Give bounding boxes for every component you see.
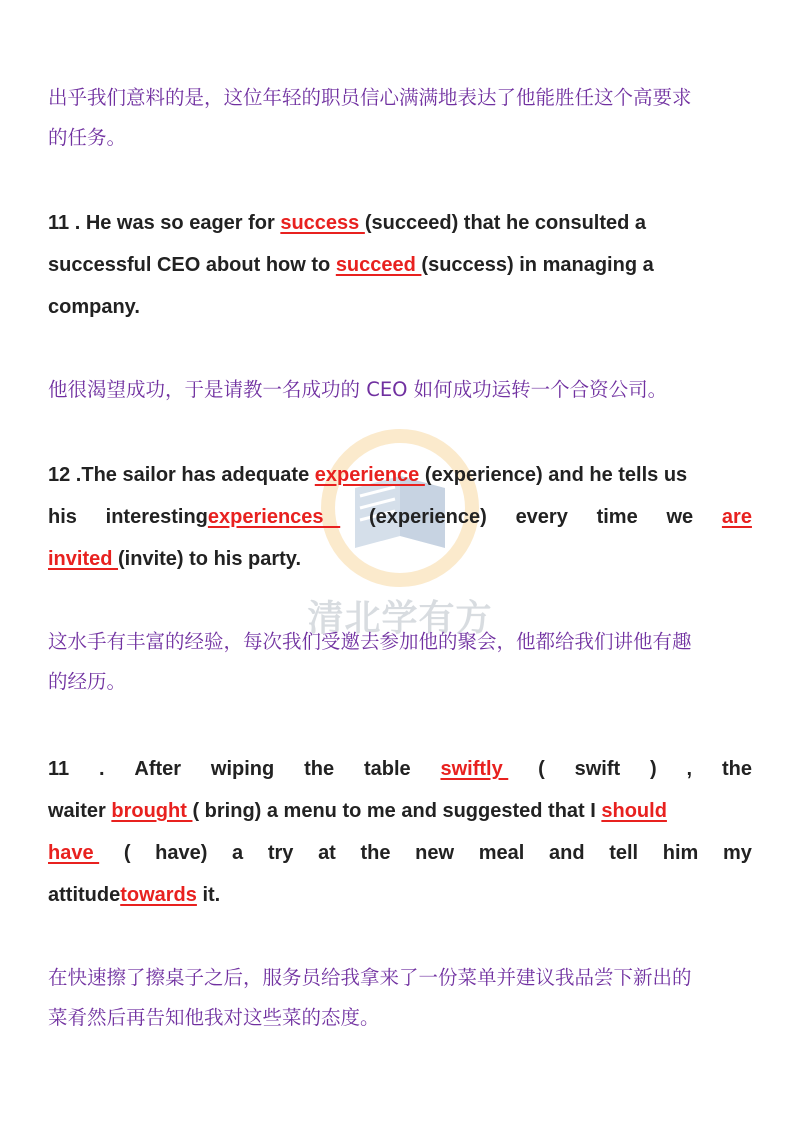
answer-blank: are <box>721 506 752 528</box>
sentence-text: the <box>360 842 391 864</box>
translation-paragraph-2 <box>48 370 752 410</box>
exercise-line <box>48 748 752 790</box>
sentence-text: the <box>304 758 335 780</box>
sentence-text: 12 .The sailor has adequate <box>48 464 315 486</box>
sentence-text: and <box>548 842 585 864</box>
sentence-text: After <box>134 758 182 780</box>
sentence-text: every <box>515 506 568 528</box>
exercise-line <box>48 244 752 286</box>
sentence-text: , <box>686 758 693 780</box>
sentence-text: wiping <box>210 758 275 780</box>
sentence-text: time <box>596 506 638 528</box>
exercise-line <box>48 454 752 496</box>
sentence-text: new <box>415 842 455 864</box>
sentence-text: have) <box>155 842 208 864</box>
translation-line: 的任务。 <box>48 126 127 149</box>
sentence-text: company. <box>48 296 140 318</box>
exercise-line <box>48 538 752 580</box>
answer-blank: should <box>601 800 667 822</box>
sentence-text: table <box>363 758 411 780</box>
sentence-text: (experience) and he tells us <box>424 464 688 486</box>
translation-line: 他很渴望成功，于是请教一名成功的 CEO 如何成功运转一个合资公司。 <box>48 378 668 401</box>
exercise-11-success <box>48 202 752 328</box>
exercise-line <box>48 874 752 916</box>
exercise-line <box>48 202 752 244</box>
answer-blank: swiftly <box>440 758 509 780</box>
watermark-text: 清北学有方 <box>307 598 493 639</box>
sentence-text: we <box>666 506 694 528</box>
sentence-text: interesting <box>105 506 208 528</box>
sentence-text: ( <box>538 758 545 780</box>
sentence-text: (experience) <box>368 506 487 528</box>
sentence-text: attitude <box>48 884 121 906</box>
sentence-text: waiter <box>48 800 112 822</box>
answer-blank: succeed <box>335 254 422 276</box>
sentence-text: successful CEO about how to <box>48 254 336 276</box>
sentence-text: the <box>721 758 752 780</box>
answer-blank: experiences <box>207 506 341 528</box>
translation-line: 的经历。 <box>48 670 127 693</box>
sentence-text: meal <box>478 842 525 864</box>
sentence-text: ( bring) a menu to me and suggested that I <box>192 800 602 822</box>
sentence-text: try <box>267 842 294 864</box>
sentence-text: swift <box>574 758 621 780</box>
sentence-text: him <box>662 842 699 864</box>
translation-paragraph-3 <box>48 622 752 702</box>
sentence-text: 11 . He was so eager for <box>48 212 281 234</box>
sentence-text: it. <box>196 884 221 906</box>
answer-blank: experience <box>314 464 425 486</box>
sentence-text: my <box>722 842 752 864</box>
sentence-text: at <box>318 842 336 864</box>
translation-line: 出乎我们意料的是，这位年轻的职员信心满满地表达了他能胜任这个高要求 <box>48 86 692 109</box>
translation-line: 这水手有丰富的经验，每次我们受邀去参加他的聚会，他都给我们讲他有趣 <box>48 630 692 653</box>
exercise-11-swiftly <box>48 748 752 916</box>
sentence-text: a <box>232 842 244 864</box>
sentence-text: . <box>99 758 105 780</box>
translation-paragraph-4 <box>48 958 752 1038</box>
answer-blank: success <box>280 212 365 234</box>
translation-line: 菜肴然后再告知他我对这些菜的态度。 <box>48 1006 380 1029</box>
sentence-text: (invite) to his party. <box>118 548 301 570</box>
exercise-12-experience <box>48 454 752 580</box>
sentence-text: (succeed) that he consulted a <box>364 212 647 234</box>
translation-line: 在快速擦了擦桌子之后，服务员给我拿来了一份菜单并建议我品尝下新出的 <box>48 966 692 989</box>
exercise-line <box>48 286 752 328</box>
exercise-line <box>48 832 752 874</box>
answer-blank: invited <box>48 548 119 570</box>
translation-paragraph-1 <box>48 78 752 158</box>
answer-blank: brought <box>111 800 193 822</box>
sentence-text: tell <box>609 842 639 864</box>
answer-blank: have <box>48 842 100 864</box>
sentence-text: 11 <box>48 758 70 780</box>
sentence-text: ) <box>650 758 657 780</box>
sentence-text: (success) in managing a <box>421 254 654 276</box>
sentence-text: ( <box>123 842 131 864</box>
sentence-text: his <box>48 506 77 528</box>
exercise-line <box>48 790 752 832</box>
answer-blank: towards <box>120 884 197 906</box>
exercise-line <box>48 496 752 538</box>
